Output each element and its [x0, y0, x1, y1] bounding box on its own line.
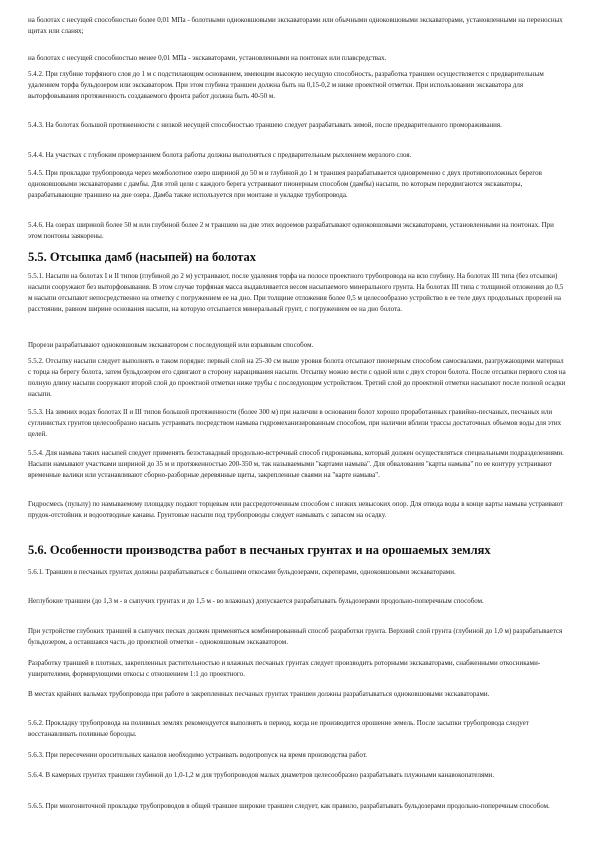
paragraph: Гидросмесь (пульпу) по намываемому площадку подают торцевым или рассредоточенным способом с низких невысоких опор. Для отвода воды в конце карты намыва устраивают прудок-отстойник и водоотводные канавы. Грунтовые насыпи под трубопроводы следует намывать с запасом на осадку.	[28, 500, 564, 519]
paragraph: Неглубокие траншеи (до 1,3 м - в сыпучих грунтах и до 1,5 м - во влажных) допускается разрабатывать бульдозерами продольно-поперечным способом.	[28, 597, 484, 605]
paragraph: 5.5.3. На зимних водах болотах II и III типов большой протяженности (более 300 м) при наличии в основании болот хорошо проработанных гравийно-песчаных, песчаных или суглинистых грунтов целесообразно насыпь устраивать посредством намыва гидромеханизированным способом, при наличии вблизи трассы достаточных объемов воды для этих целей.	[28, 408, 562, 438]
paragraph: на болотах с несущей способностью менее 0,01 МПа - экскаваторами, установленными на понтонах или плавсредствах.	[28, 54, 387, 62]
paragraph: 5.4.4. На участках с глубоким промерзанием болота работы должны выполняться с предварительным рыхлением мерзлого слоя.	[28, 151, 412, 159]
paragraph: 5.4.3. На болотах большой протяженности с низкой несущей способностью траншею следует разрабатывать зимой, после предварительного промораживания.	[28, 121, 502, 129]
paragraph: В местах крайних вальмах трубопровода при работе в закрепленных песчаных грунтах траншеи должны разрабатываться одноковшовыми экскаваторами.	[28, 690, 490, 698]
section-heading: 5.5. Отсыпка дамб (насыпей) на болотах	[28, 250, 257, 264]
paragraph: на болотах с несущей способностью более 0,01 МПа - болотными одноковшовыми экскаваторами или обычными одноковшовыми экскаваторами, установленными на переносных щитах или сланях;	[28, 16, 563, 35]
paragraph: 5.6.2. Прокладку трубопровода на поливных землях рекомендуется выполнять в период, когда не производится орошение земель. После засыпки трубопровода следует восстанавливать поливные борозды.	[28, 719, 529, 738]
paragraph: 5.5.2. Отсыпку насыпи следует выполнять в таком порядке: первый слой на 25-30 см выше уровня болота отсыпают пионерным способом самосвалами, разгружающими материал с торца на берегу болота, затем бульдозером его сдвигают в сторону наращивания насыпи. Отсыпку можно вести с одной или с двух сторон болота. После отсыпки первого слоя на полную длину насыпи сооружают второй слой до проектной отметки ниже трубы с последующим устройством. Третий слой до проектной отметки насыпают после полной осадки насыпи.	[28, 357, 566, 398]
paragraph: 5.5.4. Для намыва таких насыпей следует применять безэстакадный продольно-встречный способ гидронамыва, который должен осуществляться специальными подразделениями. Насыпи намывают участками шириной до 35 м и протяженностью 200-350 м, так называемыми "картами намыва". Для обвалования "карты намыва" по ее контуру устраивают временные валики или устанавливают сборно-разборные деревянные щиты, закрепленные сваями на "карте намыва".	[28, 449, 564, 479]
paragraph: 5.5.1. Насыпи на болотах I и II типов (глубиной до 2 м) устраивают, после удаления торфа на полосе проектного трубопровода на всю глубину. На болотах III типа (без отсыпки) насыпи сооружают без выторфовывания. В этом случае торфяная масса выдавливается весом насыпаемого минерального грунта. На болотах III типа с толщиной отложения до 0,5 м насыпи отсыпают непосредственно на отметку с погружением ее на дно. При толщине отложения более 0,5 м целесообразно устройство в ее теле двух продольных прорезей на расстоянии, равном ширине основания насыпи, на которую отсыпается минеральный грунт, с погружением ее на дно болота.	[28, 272, 564, 313]
section-heading: 5.6. Особенности производства работ в песчаных грунтах и на орошаемых землях	[28, 543, 491, 557]
paragraph: 5.6.4. В камерных грунтах траншеи глубиной до 1,0-1,2 м для трубопроводов малых диаметров целесообразно разрабатывать плужными канавокопателями.	[28, 771, 495, 779]
paragraph: 5.4.6. На озерах шириной более 50 м или глубиной более 2 м траншею на дне этих водоемов разрабатывают одноковшовыми экскаваторами, установленными на понтонах. При этом понтоны заякорены.	[28, 221, 554, 240]
paragraph: 5.4.5. При прокладке трубопровода через межболотное озеро шириной до 50 м и глубиной до 1 м траншея разрабатывается одновременно с двух противоположных берегов одноковшовыми экскаваторами с дамбы. Для этой цели с каждого берега устраивают пионерным способом (дамбы) насыпи, по которым передвигаются экскаваторы, разрабатывающие траншею на дне озера. Дамба также используется при монтаже и укладке трубопровода.	[28, 169, 542, 199]
paragraph: Прорези разрабатывают одноковшовым экскаватором с последующей или взрывным способом.	[28, 341, 314, 349]
paragraph: 5.6.5. При многониточной прокладке трубопроводов в общей траншее широкие траншеи следует, как правило, разрабатывать бульдозерами продольно-поперечным способом.	[28, 802, 550, 810]
paragraph: При устройстве глубоких траншей в сыпучих песках должен применяться комбинированный способ разработки грунта. Верхний слой грунта (глубиной до 1,0 м) разрабатывается бульдозером, а оставшаяся часть до проектной отметки - одноковшовым экскаватором.	[28, 627, 563, 646]
paragraph: 5.4.2. При глубине торфяного слоя до 1 м с подстилающим основанием, имеющим высокую несущую способность, разработка траншеи осуществляется с предварительным удалением торфа бульдозером или экскаватором. При этом глубина траншеи должна быть на 0,15-0,2 м ниже проектной отметки. При использовании экскаватора для выторфовывания протяженность создаваемого фронта работ должна быть 40-50 м.	[28, 70, 544, 100]
paragraph: 5.6.3. При пересечении оросительных каналов необходимо устраивать водопропуск на время производства работ.	[28, 751, 368, 759]
paragraph: 5.6.1. Траншеи в песчаных грунтах должны разрабатываться с большими откосами бульдозерами, скреперами, одноковшовыми экскаваторами.	[28, 568, 456, 576]
paragraph: Разработку траншей в плотных, закрепленных растительностью и влажных песчаных грунтах следует производить роторными экскаваторами, снабженными откосниками-уширителями, формирующими откосы с отношением 1:1 до проектного.	[28, 659, 541, 678]
